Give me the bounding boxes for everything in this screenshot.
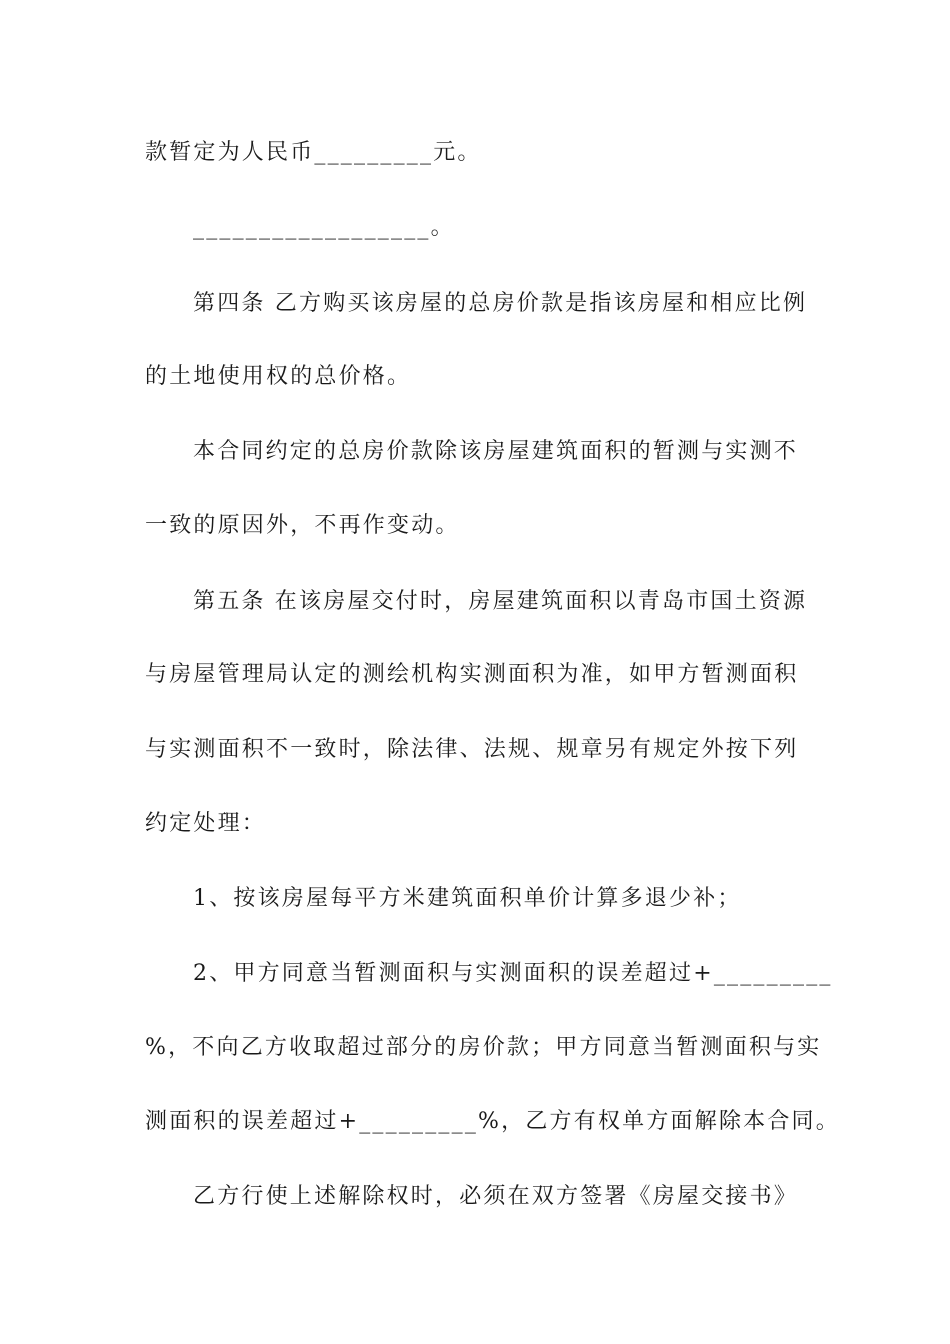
list-item: 1、按该房屋每平方米建筑面积单价计算多退少补； [193,886,742,911]
list-item: 2、甲方同意当暂测面积与实测面积的误差超过+_________ [193,961,833,986]
text-line: %，不向乙方收取超过部分的房价款；甲方同意当暂测面积与实 [145,1035,822,1060]
text-line: 乙方行使上述解除权时，必须在双方签署《房屋交接书》 [193,1184,799,1209]
text-line: 与实测面积不一致时，除法律、法规、规章另有规定外按下列 [145,737,799,762]
article-4-heading-line: 第四条 乙方购买该房屋的总房价款是指该房屋和相应比例 [193,291,808,316]
text-line: 测面积的误差超过+_________%，乙方有权单方面解除本合同。 [145,1109,840,1134]
text-line: 一致的原因外，不再作变动。 [145,513,460,538]
text-line: 约定处理： [145,811,267,836]
text-line: 的土地使用权的总价格。 [145,364,412,389]
text-line: 本合同约定的总房价款除该房屋建筑面积的暂测与实测不 [193,439,799,464]
text-line: 款暂定为人民币_________元。 [145,140,482,165]
text-line: 与房屋管理局认定的测绘机构实测面积为准，如甲方暂测面积 [145,662,799,687]
article-5-heading-line: 第五条 在该房屋交付时，房屋建筑面积以青岛市国土资源 [193,589,808,614]
text-line: __________________。 [193,215,455,240]
